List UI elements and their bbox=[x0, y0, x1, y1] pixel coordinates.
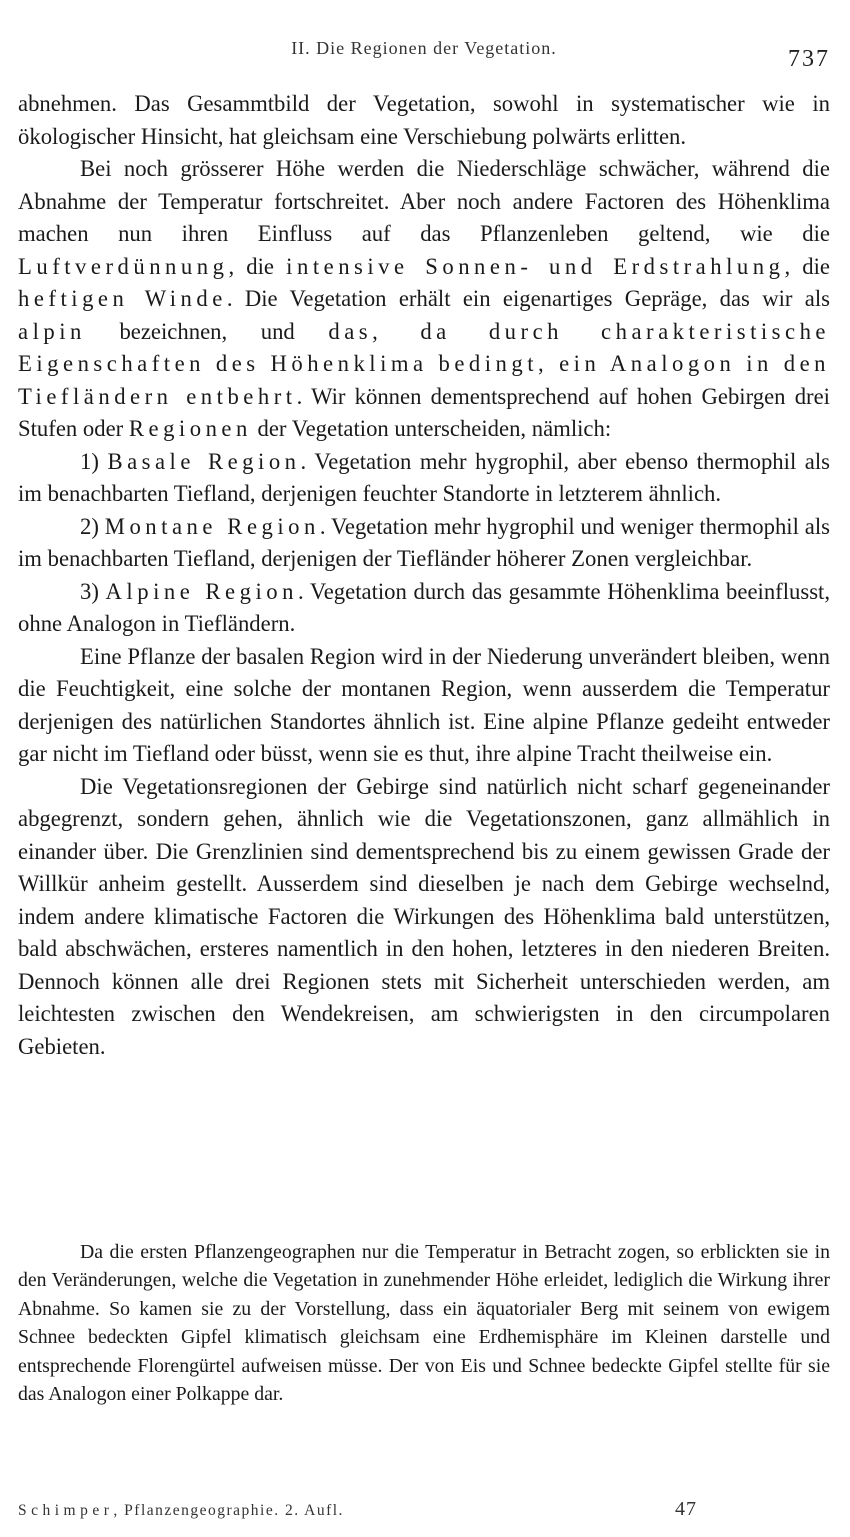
spaced-definition: das, da durch charakteristische Eigenschaften des Höhenklima bedingt, ein Analogon in den Tiefländern entbehrt bbox=[18, 318, 830, 409]
page-number: 737 bbox=[788, 46, 830, 72]
footer-reference bbox=[18, 1502, 344, 1520]
sheet-signature: 47 bbox=[675, 1498, 697, 1520]
list-item-alpine-region bbox=[18, 576, 830, 641]
text-run: der Vegetation unterscheiden, nämlich: bbox=[251, 416, 612, 441]
main-text bbox=[18, 88, 830, 1063]
text-run: . Wir können dementsprechend auf hohen Gebirgen drei Stufen oder bbox=[18, 383, 830, 441]
list-number: 3) bbox=[80, 578, 106, 604]
text-run: , die bbox=[228, 253, 287, 279]
small-print-section bbox=[18, 1238, 830, 1408]
paragraph-pflanze: Eine Pflanze der basalen Region wird in der Niederung unverändert bleiben, wenn die Feuchtigkeit, eine solche der montanen Region, wenn ausserdem die Temperatur derjenigen des natürlichen Standortes ähnlich ist. Eine alpine Pflanze gedeiht entweder gar nicht im Tiefland oder büsst, wenn sie es thut, ihre alpine Tracht theilweise ein. bbox=[18, 643, 830, 766]
paragraph-continuation: abnehmen. Das Gesammtbild der Vegetation, sowohl in systematischer wie in ökologischer Hinsicht, hat gleichsam eine Verschiebung polwärts erlitten. bbox=[18, 91, 830, 149]
region-description: . Vegetation durch das gesammte Höhenklima beeinflusst, ohne Analogon in Tiefländern. bbox=[18, 578, 830, 636]
region-description: . Vegetation mehr hygrophil und weniger thermophil als im benachbarten Tiefland, derjenigen der Tiefländer höherer Zonen vergleichbar. bbox=[18, 513, 831, 571]
paragraph-vegetationsregionen: Die Vegetationsregionen der Gebirge sind natürlich nicht scharf gegeneinander abgegrenzt, sondern gehen, ähnlich wie die Vegetationszonen, ganz allmählich in einander über. Die Grenzlinien sind dementsprechend bis zu einem gewissen Grade der Willkür anheim gestellt. Ausserdem sind dieselben je nach dem Gebirge wechselnd, indem andere klimatische Factoren die Wirkungen des Höhenklima bald unterstützen, bald abschwächen, ersteres namentlich in den hohen, letzteres in den niederen Breiten. Dennoch können alle drei Regionen stets mit Sicherheit unterschieden werden, am leichtesten zwischen den Wendekreisen, am schwierigsten in den circumpolaren Gebieten. bbox=[18, 773, 830, 1059]
region-name: Alpine Region bbox=[105, 578, 298, 604]
spaced-term-luftverduennung: Luftverdünnung bbox=[18, 253, 229, 279]
list-item-basale-region bbox=[18, 446, 830, 511]
text-run: Bei noch grösserer Höhe werden die Niederschläge schwächer, während die Abnahme der Temperatur fortschreitet. Aber noch andere Factoren des Höhenklima machen nun ihren Einfluss auf das Pflanzenleben geltend, wie die bbox=[18, 156, 830, 246]
footer-work: , Pflanzengeographie. 2. Aufl. bbox=[113, 1502, 344, 1519]
spaced-term-alpin: alpin bbox=[18, 318, 86, 344]
page-header bbox=[18, 38, 830, 78]
list-number: 2) bbox=[80, 513, 105, 539]
text-run: bezeichnen, und bbox=[85, 318, 329, 344]
region-description: . Vegetation mehr hygrophil, aber ebenso thermophil als im benachbarten Tiefland, derjenigen feuchter Standorte in letzterem ähnlich. bbox=[18, 448, 830, 506]
spaced-term-winde: heftigen Winde bbox=[18, 286, 227, 311]
running-title: II. Die Regionen der Vegetation. bbox=[291, 38, 557, 58]
text-run: , die bbox=[784, 253, 830, 279]
footer-author: Schimper bbox=[18, 1502, 114, 1519]
region-name: Montane Region bbox=[104, 513, 320, 539]
paragraph-hoehenklima bbox=[18, 153, 830, 446]
list-item-montane-region bbox=[18, 511, 830, 576]
paragraph-small-print: Da die ersten Pflanzengeographen nur die Temperatur in Betracht zogen, so erblickten sie in den Veränderungen, welche die Vegetation in zunehmender Höhe erleidet, lediglich die Wirkung ihrer Abnahme. So kamen sie zu der Vorstellung, dass ein äquatorialer Berg mit seinem von ewigem Schnee bedeckten Gipfel klimatisch gleichsam eine Erdhemisphäre im Kleinen darstelle und entsprechende Florengürtel aufweisen müsse. Der von Eis und Schnee bedeckte Gipfel stellte für sie das Analogon einer Polkappe dar. bbox=[18, 1241, 830, 1406]
spaced-term-regionen: Regionen bbox=[128, 416, 252, 441]
text-run: . Die Vegetation erhält ein eigenartiges Gepräge, das wir als bbox=[226, 286, 830, 311]
list-number: 1) bbox=[80, 448, 108, 474]
region-name: Basale Region bbox=[107, 448, 301, 474]
spaced-term-strahlung: intensive Sonnen- und Erdstrahlung bbox=[286, 253, 785, 279]
page-footer bbox=[18, 1498, 830, 1528]
